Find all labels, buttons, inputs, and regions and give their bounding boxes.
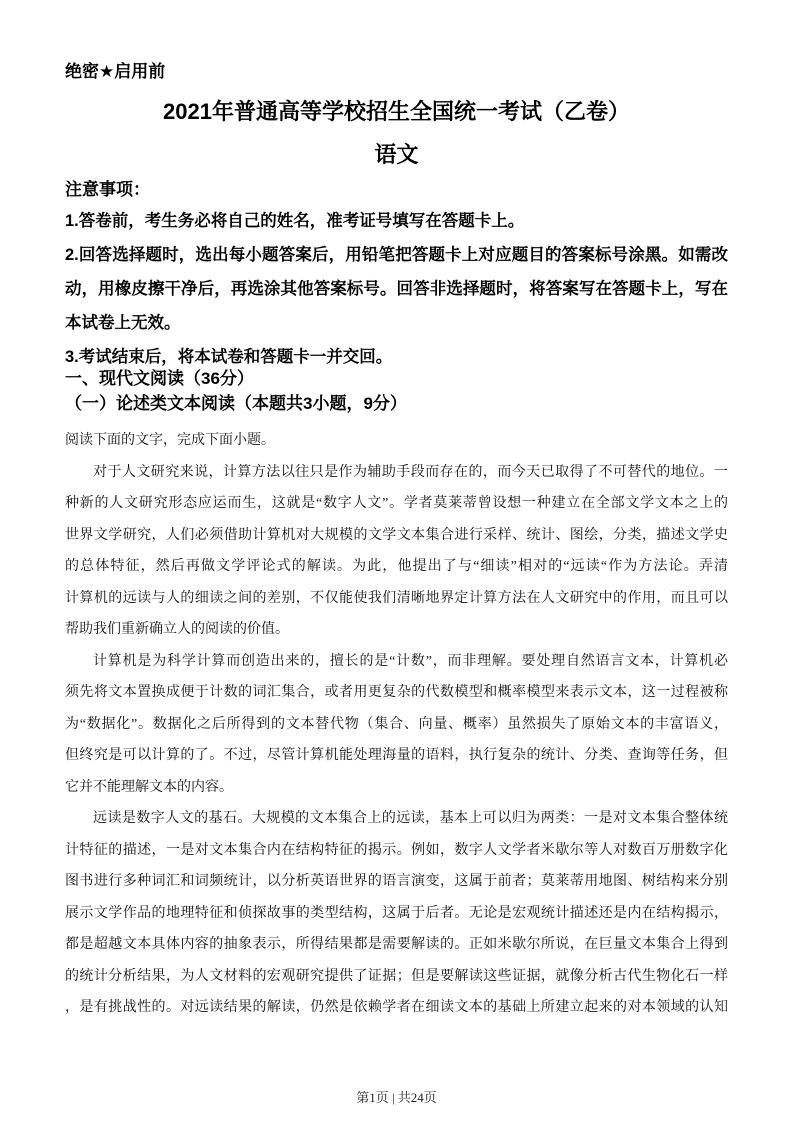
notice-item: 1.答卷前，考生务必将自己的姓名，准考证号填写在答题卡上。 — [65, 212, 525, 230]
passage-line: 它并不能理解文本的内容。 — [65, 779, 233, 795]
passage-body — [65, 425, 728, 1024]
passage-line: 须先将文本置换成便于计数的词汇集合，或者用更复杂的代数模型和概率模型来表示文本，这一过程被称 — [65, 685, 728, 700]
subject-title: 语文 — [374, 142, 419, 167]
passage-line: 但终究是可以计算的了。不过，尽管计算机能处理海量的语料，执行复杂的统计、分类、查询等任务，但 — [65, 748, 728, 763]
notice-item: 2.回答选择题时，选出每小题答案后，用铅笔把答题卡上对应题目的答案标号涂黑。如需改动，用橡皮擦干净后，再选涂其他答案标号。回答非选择题时，将答案写在答题卡上，写在本试卷上无效。 — [65, 246, 728, 332]
notice-item: 3.考试结束后，将本试卷和答题卡一并交回。 — [65, 348, 393, 366]
passage-paragraphs — [65, 457, 728, 1024]
notice-list — [65, 204, 728, 374]
passage-intro: 阅读下面的文字，完成下面小题。 — [65, 433, 275, 448]
passage-line: 种新的人文研究形态应运而生，这就是“数字人文”。学者莫莱蒂曾设想一种建立在全部文学文本之上的 — [65, 496, 728, 511]
notice-heading: 注意事项： — [65, 180, 150, 199]
subsection-heading: （一）论述类文本阅读（本题共3小题，9分） — [65, 394, 407, 413]
passage-line: 帮助我们重新确立人的阅读的价值。 — [65, 622, 289, 637]
passage-line: 为“数据化”。数据化之后所得到的文本替代物（集合、向量、概率）虽然损失了原始文本的丰富语义， — [65, 716, 728, 732]
passage-line: 展示文学作品的地理特征和侦探故事的类型结构，这属于后者。无论是宏观统计描述还是内在结构揭示， — [65, 905, 728, 921]
classification-label: 绝密★启用前 — [65, 62, 166, 81]
exam-title: 2021年普通高等学校招生全国统一考试（乙卷） — [163, 99, 630, 124]
passage-line: 都是超越文本具体内容的抽象表示，所得结果都是需要解读的。正如米歇尔所说，在巨量文本集合上得到 — [65, 937, 728, 952]
passage-line: 图书进行多种词汇和词频统计，以分析英语世界的语言演变，这属于前者；莫莱蒂用地图、树结构来分别 — [65, 874, 728, 889]
passage-line: 远读是数字人文的基石。大规模的文本集合上的远读，基本上可以归为两类：一是对文本集合整体统 — [93, 811, 728, 826]
passage-line: ，是有挑战性的。对远读结果的解读，仍然是依赖学者在细读文本的基础上所建立起来的对本领域的认知 — [65, 1000, 728, 1015]
passage-line: 计算机是为科学计算而创造出来的，擅长的是“计数”，而非理解。要处理自然语言文本，计算机必 — [93, 653, 728, 669]
page-number: 第1页 | 共24页 — [356, 1090, 437, 1105]
passage-line: 对于人文研究来说，计算方法以往只是作为辅助手段而存在的，而今天已取得了不可替代的地位。一 — [93, 464, 728, 480]
passage-line: 计算机的远读与人的细读之间的差别，不仅能使我们清晰地界定计算方法在人文研究中的作用，而且可以 — [65, 590, 728, 606]
passage-line: 世界文学研究，人们必须借助计算机对大规模的文学文本集合进行采样、统计、图绘，分类，描述文学史 — [65, 527, 728, 543]
section-heading: 一、现代文阅读（36分） — [65, 369, 254, 388]
passage-line: 计特征的描述，一是对文本集合内在结构特征的揭示。例如，数字人文学者米歇尔等人对数百万册数字化 — [65, 842, 728, 858]
passage-line: 的统计分析结果，为人文材料的宏观研究提供了证据；但是要解读这些证据，就像分析古代生物化石一样 — [65, 968, 728, 984]
passage-line: 的总体特征，然后再做文学评论式的解读。为此，他提出了与“细读”相对的“远读“作为方法论。弄清 — [65, 559, 728, 574]
